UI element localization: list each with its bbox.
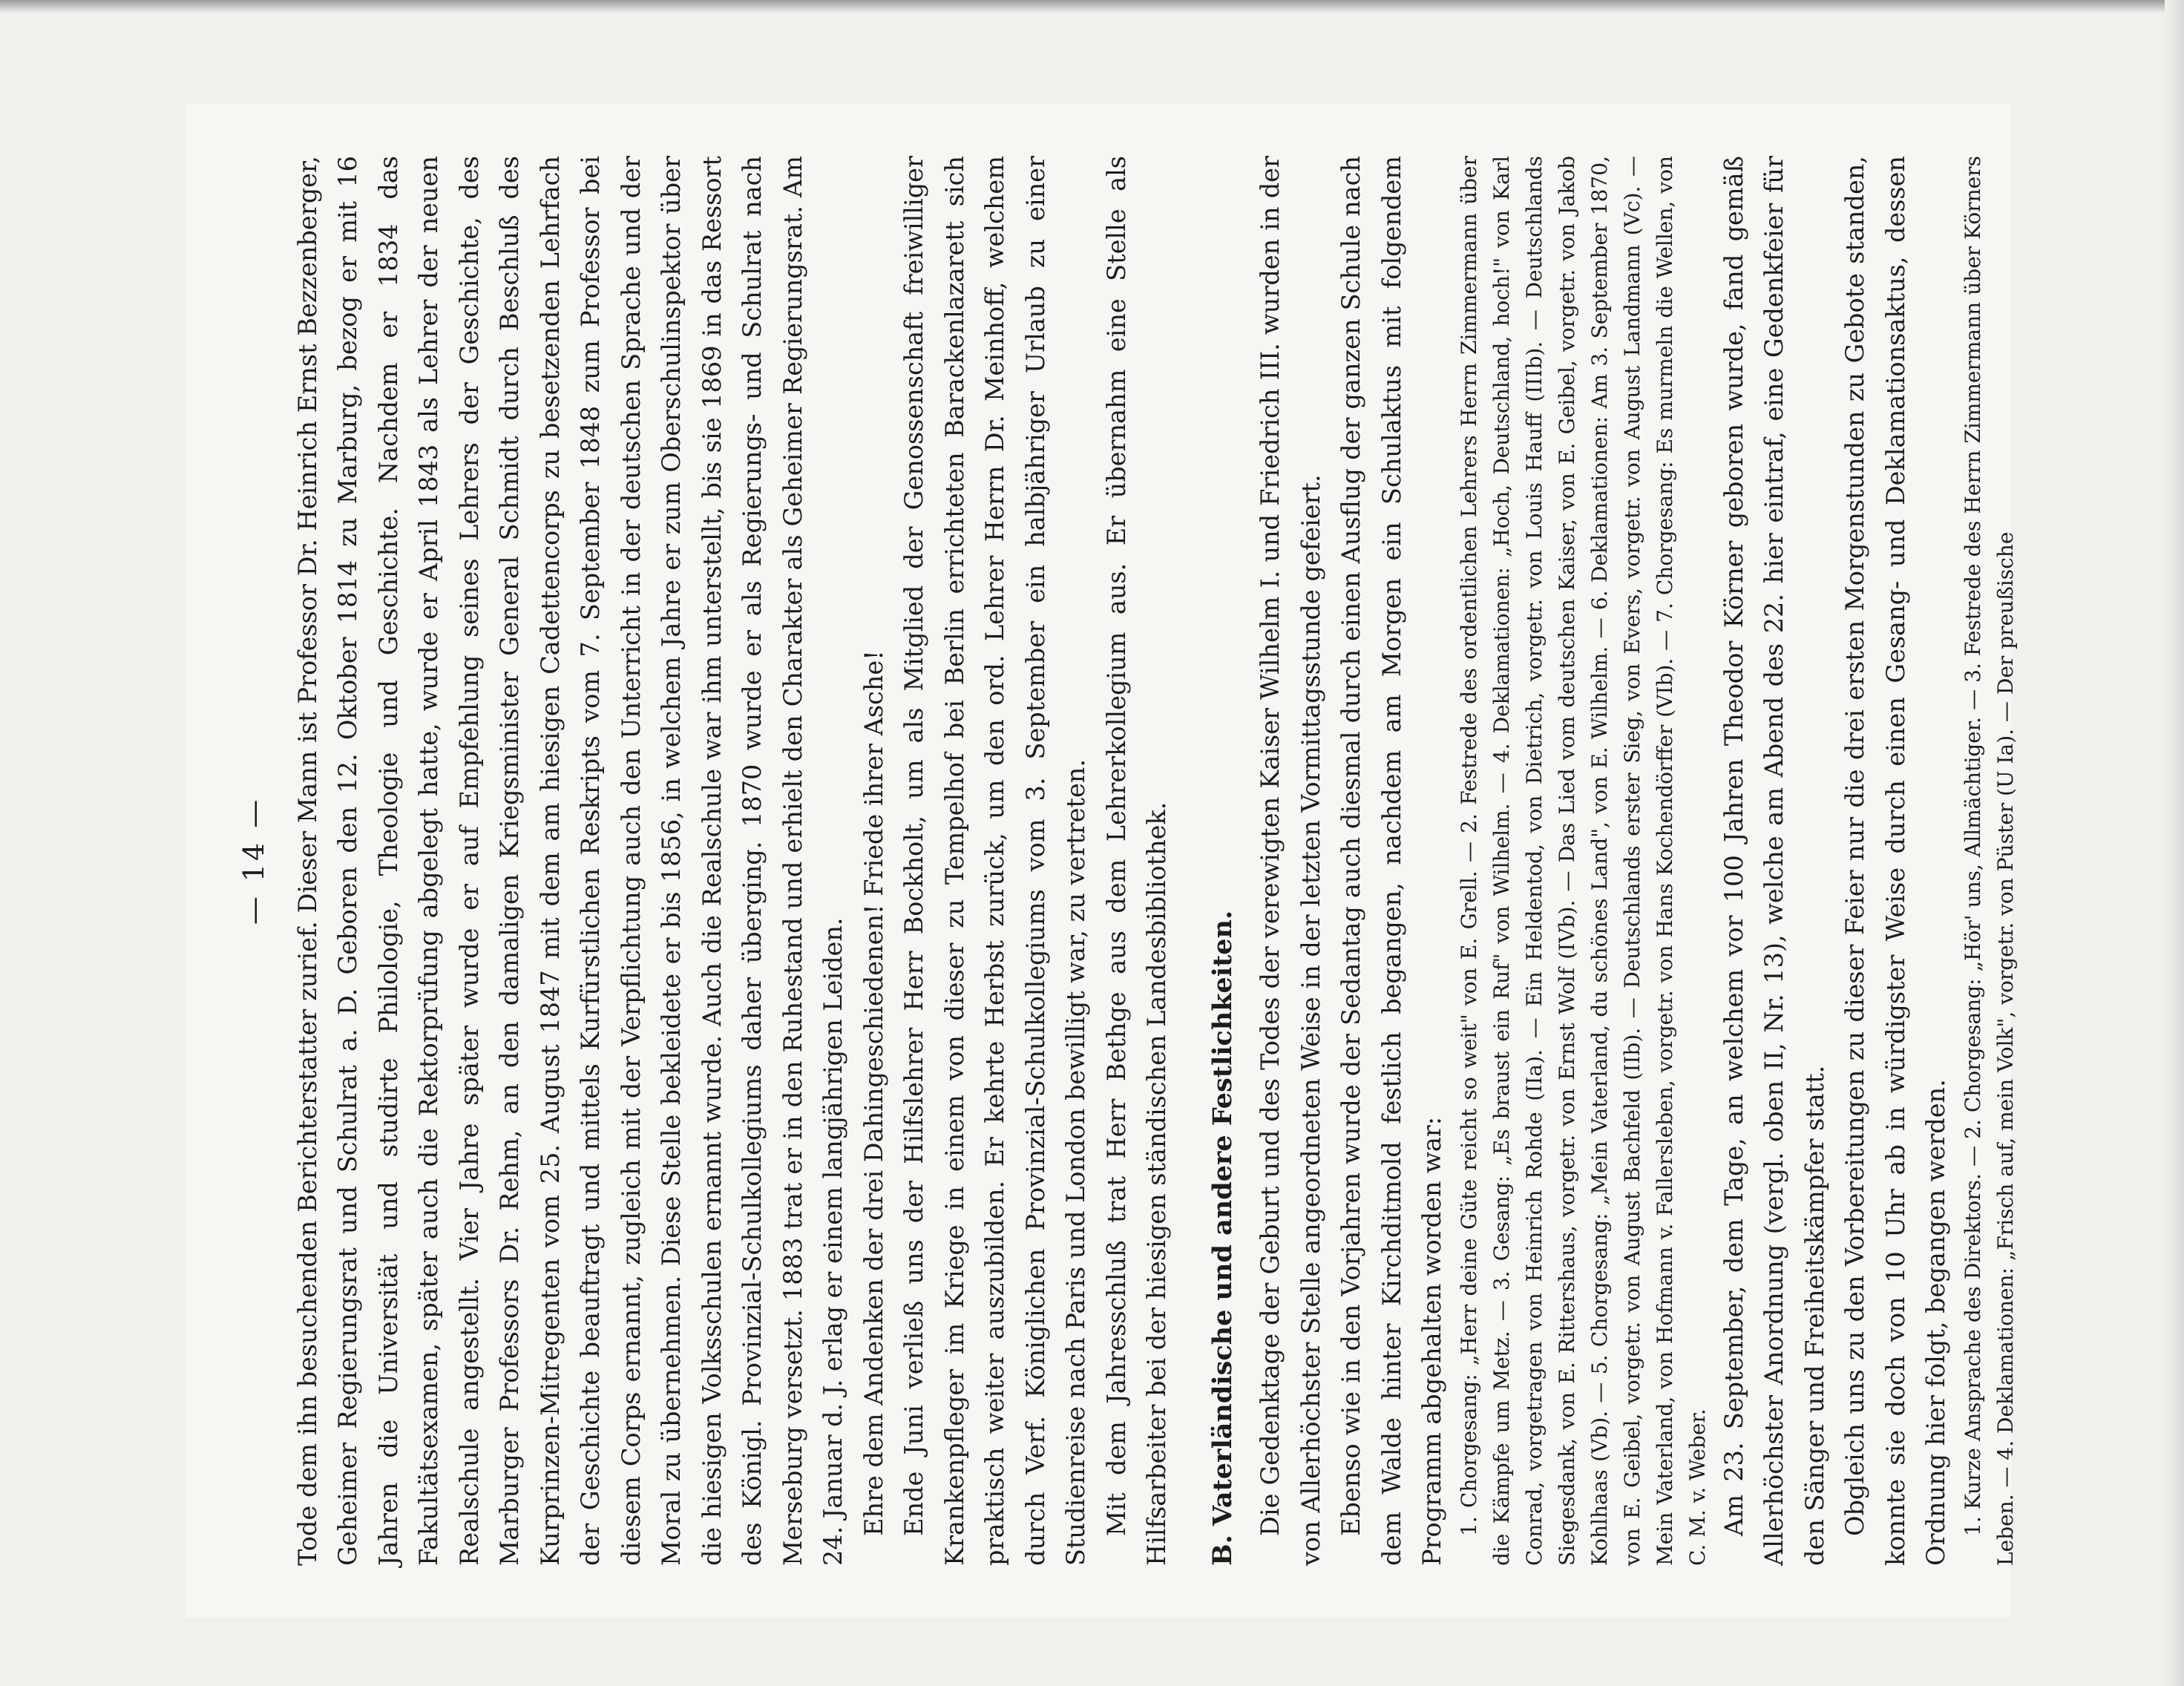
section2-para3: Am 23. September, dem Tage, an welchem vor 100 Jahren Theodor Körner geboren wurde, fand gemäß Allerhöchster Anordnung (vergl. oben II, Nr. 13), welche am Abend des 22. hier eintraf, eine Gedenkfeier für den Sänger und Freiheitskämpfer statt. <box>1719 156 1829 1566</box>
page-number: — 14 — <box>237 796 270 925</box>
section2-para4: Obgleich uns zu den Vorbereitungen zu dieser Feier nur die drei ersten Morgenstunden zu Gebote standen, konnte sie doch von 10 Uhr ab in würdigster Weise durch einen Gesang- und Deklamationsaktus, dessen Ordnung hier folgt, begangen werden. <box>1840 156 1950 1566</box>
section1-para3: Ende Juni verließ uns der Hilfslehrer Herr Bockholt, um als Mitglied der Genossenschaft freiwilliger Krankenpfleger im Kriege in einem von dieser zu Tempelhof bei Berlin errichteten Barackenlazarett sich praktisch weiter auszubilden. Er kehrte Herbst zurück, um den ord. Lehrer Herrn Dr. Meinhoff, welchem durch Verf. Königlichen Provinzial-Schulkollegiums vom 3. September ein halbjähriger Urlaub zu einer Studienreise nach Paris und London bewilligt war, zu vertreten. <box>899 156 1090 1566</box>
section1-para4: Mit dem Jahresschluß trat Herr Bethge aus dem Lehrerkollegium aus. Er übernahm eine Stelle als Hilfsarbeiter bei der hiesigen ständischen Landesbibliothek. <box>1101 156 1171 1566</box>
section2-heading: B. Vaterländische und andere Festlichkeiten. <box>1207 910 1238 1566</box>
section1-para1: Tode dem ihn besuchenden Berichterstatter zurief. Dieser Mann ist Professor Dr. Heinrich Ernst Bezzenberger, Geheimer Regierungsrat und Schulrat a. D. Geboren den 12. Oktober 1814 zu Marburg, bezog er mit 16 Jahren die Universität und studirte Philologie, Theologie und Geschichte. Nachdem er 1834 das Fakultätsexamen, später auch die Rektorprüfung abgelegt hatte, wurde er April 1843 als Lehrer der neuen Realschule angestellt. Vier Jahre später wurde er auf Empfehlung seines Lehrers der Geschichte, des Marburger Professors Dr. Rehm, an den damaligen Kriegsminister General Schmidt durch Beschluß des Kurprinzen-Mitregenten vom 25. August 1847 mit dem am hiesigen Cadettencorps zu besetzenden Lehrfach der Geschichte beauftragt und mittels Kurfürstlichen Reskripts vom 7. September 1848 zum Professor bei diesem Corps ernannt, zugleich mit der Verpflichtung auch den Unterricht in der deutschen Sprache und der Moral zu übernehmen. Diese Stelle bekleidete er bis 1856, in welchem Jahre er zum Oberschulinspektor über die hiesigen Volksschulen ernannt wurde. Auch die Realschule war ihm unterstellt, bis sie 1869 in das Ressort des Königl. Provinzial-Schulkollegiums daher überging. 1870 wurde er als Regierungs- und Schulrat nach Merseburg versetzt. 1883 trat er in den Ruhestand und erhielt den Charakter als Geheimer Regierungsrat. Am 24. Januar d. J. erlag er einem langjährigen Leiden. <box>292 156 847 1566</box>
section2-para2: Ebenso wie in den Vorjahren wurde der Sedantag auch diesmal durch einen Ausflug der ganzen Schule nach dem Walde hinter Kirchditmold festlich begangen, nachdem am Morgen ein Schulaktus mit folgendem Programm abgehalten worden war: <box>1337 156 1446 1566</box>
section2-program: 1. Chorgesang: „Herr deine Güte reicht so weit" von E. Grell. — 2. Festrede des ordentlichen Lehrers Herrn Zimmermann über die Kämpfe um Metz. — 3. Gesang: „Es braust ein Ruf" von Wilhelm. — 4. Deklamationen: „Hoch, Deutschland, hoch!" von Karl Conrad, vorgetragen von Heinrich Rohde (IIa). — Ein Heldentod, von Dietrich, vorgetr. von Louis Hauff (IIIb). — Deutschlands Siegesdank, von E. Rittershaus, vorgetr. von Ernst Wolf (IVb). — Das Lied vom deutschen Kaiser, von E. Geibel, vorgetr. von Jakob Kohlhaas (Vb). — 5. Chorgesang: „Mein Vaterland, du schönes Land", von E. Wilhelm. — 6. Deklamationen: Am 3. September 1870, von E. Geibel, vorgetr. von August Bachfeld (IIb). — Deutschlands erster Sieg, von Evers, vorgetr. von August Landmann (Vc). — Mein Vaterland, von Hofmann v. Fallersleben, vorgetr. von Hans Kochendörffer (VIb). — 7. Chorgesang: Es murmeln die Wellen, von C. M. v. Weber. <box>1456 156 1710 1566</box>
scanned-page <box>186 104 2018 1618</box>
scan-top-shadow <box>0 0 2184 13</box>
rotated-text-block <box>234 156 2018 1566</box>
scan-right-edge <box>2165 0 2184 1686</box>
section2-program2: 1. Kurze Ansprache des Direktors. — 2. Chorgesang: „Hör' uns, Allmächtiger. — 3. Festrede des Herrn Zimmermann über Körners Leben. — 4. Deklamationen: „Frisch auf, mein Volk", vorgetr. von Püster (U Ia). — Der preußische <box>1960 156 2018 1566</box>
section1-para2: Ehre dem Andenken der drei Dahingeschiedenen! Friede ihrer Asche! <box>859 650 888 1536</box>
section2-para1: Die Gedenktage der Geburt und des Todes der verewigten Kaiser Wilhelm I. und Friedrich III. wurden in der von Allerhöchster Stelle angeordneten Weise in der letzten Vormittagsstunde gefeiert. <box>1256 156 1325 1566</box>
